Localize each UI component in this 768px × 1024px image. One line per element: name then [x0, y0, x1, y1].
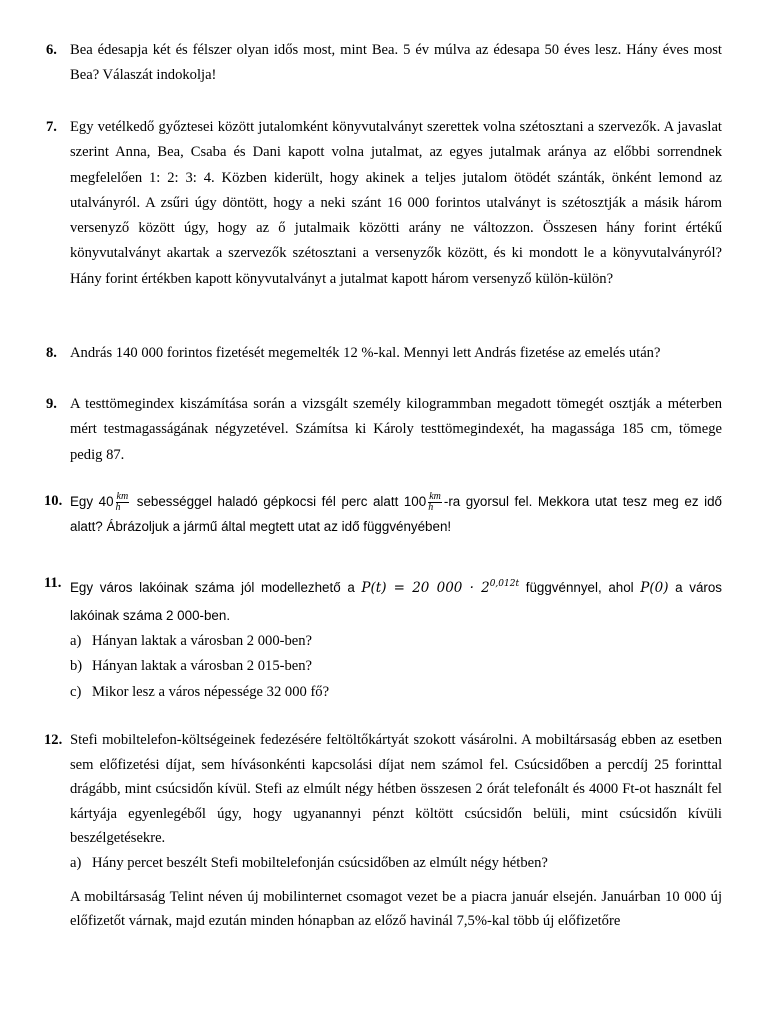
text-segment: -ra gyorsul fel. Mekkora utat tesz meg ez idő alatt? Ábrázoljuk a jármű által megtett utat az idő függvényében!: [70, 494, 722, 535]
fraction-denominator: h: [428, 501, 434, 513]
problem-8: [46, 341, 722, 366]
problem-number: 10.: [44, 493, 63, 509]
subquestion-list: [70, 629, 722, 705]
speed-unit-fraction: [428, 492, 442, 513]
problem-number: 7.: [46, 119, 57, 135]
subquestion-a: [70, 851, 722, 876]
problem-text: [70, 571, 722, 629]
subquestion-label: a): [70, 633, 82, 649]
problem-text: Egy vetélkedő győztesei között jutalomként könyvutalványt szerettek volna szétosztani a szervezők. A javaslat szerint Anna, Bea, Csaba és Dani kapott volna jutalmat, az egyes jutalmak aránya az előbbi sorrendnek megfelelően 1: 2: 3: 4. Közben kiderült, hogy akinek a teljes jutalom ötödét szánták, önként lemond az utalványról. A zsűri úgy döntött, hogy a neki szánt 16 000 forintos utalványt is szétosztják a másik három versenyző között úgy, hogy az ő jutalmaik közötti arány ne változzon. Összesen hány forint értékű könyvutalványt akartak a szervezők szétosztani a versenyzők között, és ki mondott le a könyvutalványról? Hány forint értékben kapott könyvutalványt a jutalmat kapott három versenyző külön-külön?: [70, 119, 722, 287]
formula-base: P(t) = 20 000 · 2: [361, 580, 490, 596]
fraction-numerator: km: [116, 490, 129, 502]
text-segment: sebességgel haladó gépkocsi fél perc alatt 100: [131, 494, 427, 509]
population-formula: [361, 580, 519, 596]
problem-text: [70, 489, 722, 540]
subquestion-label: a): [70, 854, 82, 871]
subquestion-text: Mikor lesz a város népessége 32 000 fő?: [92, 683, 330, 700]
text-segment: a város lakóinak száma 2 000-ben.: [70, 580, 723, 623]
problem-number: 12.: [44, 732, 63, 748]
problem-number: 6.: [46, 42, 57, 58]
problem-12: [44, 728, 722, 934]
subquestion-b: [70, 654, 722, 679]
problem-number: 8.: [46, 345, 57, 361]
subquestion-c: [70, 680, 722, 705]
subquestion-text: Hány percet beszélt Stefi mobiltelefonján csúcsidőben az elmúlt négy hétben?: [92, 854, 548, 871]
problem-number: 9.: [46, 396, 57, 412]
problem-text: Bea édesapja két és félszer olyan idős most, mint Bea. 5 év múlva az édesapa 50 éves lesz. Hány éves most Bea? Válaszát indokolja!: [70, 42, 722, 84]
speed-unit-fraction: [116, 492, 130, 513]
subquestion-label: b): [70, 658, 83, 675]
problem-number: 11.: [44, 575, 62, 591]
fraction-denominator: h: [115, 501, 121, 513]
problem-6: [46, 38, 722, 89]
text-segment: Egy 40: [70, 494, 114, 509]
text-segment: függvénnyel, ahol: [519, 580, 641, 595]
subquestion-text: Hányan laktak a városban 2 000-ben?: [92, 633, 313, 649]
problem-11: [44, 571, 723, 705]
subquestion-label: c): [70, 683, 82, 700]
subquestion-a: [70, 629, 722, 654]
problem-10: [44, 489, 722, 540]
subquestion-text: Hányan laktak a városban 2 015-ben?: [92, 658, 313, 675]
text-segment: Egy város lakóinak száma jól modellezhető a: [70, 580, 362, 595]
problem-paragraph: A mobiltársaság Telint néven új mobilinternet csomagot vezet be a piacra január elsején. Januárban 10 000 új előfizetőt várnak, majd ezután minden hónapban az előző havinál 7,5%-kal több új előfizetőre: [70, 888, 722, 930]
problem-text: András 140 000 forintos fizetését megemelték 12 %-kal. Mennyi lett András fizetése az emelés után?: [70, 345, 661, 361]
fraction-numerator: km: [429, 490, 441, 502]
initial-value-symbol: P(0): [640, 580, 669, 596]
problem-text: Stefi mobiltelefon-költségeinek fedezésére feltöltőkártyát szokott vásárolni. A mobiltársaság ebben az esetben sem előfizetési díjat, sem hívásonkénti kapcsolási díjat nem számol fel. Csúcsidőben a percdíj 25 forinttal drágább, mint csúcsidőn kívül. Stefi az elmúlt négy hétben összesen 2 órát telefonált és 4000 Ft-ot használt fel kártyája egyenlegéből úgy, hogy ugyanannyi pénzt költött csúcsidőn belüli, mint csúcsidőn kívüli beszélgetésekre.: [70, 732, 722, 847]
problem-9: [46, 392, 722, 468]
problem-text: A testtömegindex kiszámítása során a vizsgált személy kilogrammban megadott tömegét osztják a méterben mért testmagasságának négyzetével. Számítsa ki Károly testtömegindexét, ha magassága 185 cm, tömege pedig 87.: [70, 396, 722, 463]
problem-7: [46, 115, 722, 292]
formula-exponent: 0,012t: [489, 579, 520, 589]
